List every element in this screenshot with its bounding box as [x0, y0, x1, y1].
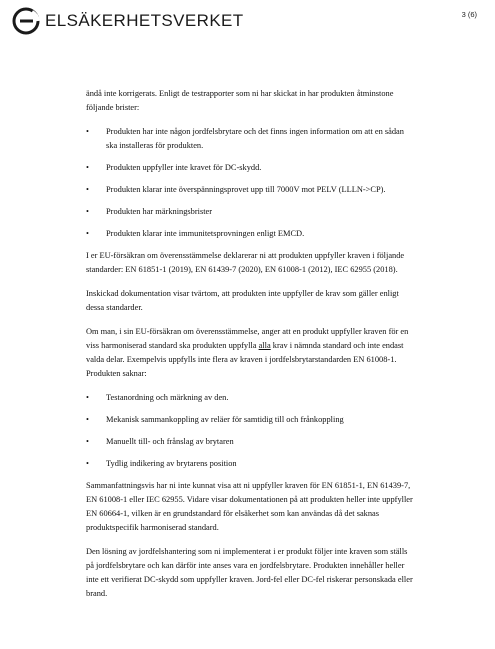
list-item: • Mekanisk sammankoppling av reläer för samtidig till och frånkoppling	[86, 413, 416, 427]
bullet-icon: •	[86, 437, 89, 446]
list-item: • Manuellt till- och frånslag av brytaren	[86, 435, 416, 449]
paragraph: I er EU-försäkran om överensstämmelse deklarerar ni att produkten uppfyller kraven i följande standarder: EN 61851-1 (2019), EN 61439-7 (2020), EN 61008-1 (2012), IEC 62955 (2018).	[86, 251, 405, 274]
paragraph: Sammanfattningsvis har ni inte kunnat visa att ni uppfyller kraven för EN 61851-1, EN 61439-7, EN 61008-1 eller IEC 62955. Vidare visar dokumentationen på att produkten heller inte uppfyller EN 60664-1, vilken är en grundstandard för elsäkerhet som kan användas då det saknas produktspecifik harmoniserad standard.	[86, 481, 413, 532]
bullet-icon: •	[86, 127, 89, 136]
bullet-icon: •	[86, 207, 89, 216]
list-item: • Tydlig indikering av brytarens position	[86, 457, 416, 471]
bullet-icon: •	[86, 229, 89, 238]
list-item: • Produkten har märkningsbrister	[86, 205, 416, 219]
bullet-icon: •	[86, 185, 89, 194]
brand-name: ELSÄKERHETSVERKET	[45, 11, 244, 30]
elsakerhetsverket-logo-icon	[11, 6, 41, 36]
missing-features-list	[86, 391, 416, 471]
bullet-icon: •	[86, 415, 89, 424]
list-item: • Produkten klarar inte immunitetsprovningen enligt EMCD.	[86, 227, 416, 241]
paragraph: Den lösning av jordfelshantering som ni implementerat i er produkt följer inte kraven som ställs på jordfelsbrytare och kan därför inte anses vara en jordfelsbrytare. Produkten innehåller heller inte ett verifierat DC-skydd som uppfyller kraven. Jord-fel eller DC-fel riskerar personskada eller brand.	[86, 547, 413, 598]
paragraph: ändå inte korrigerats. Enligt de testrapporter som ni har skickat in har produkten åtminstone följande brister:	[86, 89, 394, 112]
paragraph: Om man, i sin EU-försäkran om överensstämmelse, anger att en produkt uppfyller kraven för en viss harmoniserad standard ska produkten uppfylla alla krav i nämnda standard och inte endast valda delar. Exempelvis uppfylls inte flera av kraven i jordfelsbrytarstandarden EN 61008-1. Produkten saknar:	[86, 327, 409, 378]
bullet-icon: •	[86, 163, 89, 172]
list-item: • Testanordning och märkning av den.	[86, 391, 416, 405]
page-header	[11, 6, 485, 36]
paragraph: Inskickad dokumentation visar tvärtom, att produkten inte uppfyller de krav som gäller enligt dessa standarder.	[86, 289, 399, 312]
bullet-icon: •	[86, 393, 89, 402]
list-item: • Produkten klarar inte överspänningsprovet upp till 7000V mot PELV (LLLN->CP).	[86, 183, 416, 197]
underlined-word: alla	[258, 341, 271, 350]
list-item: • Produkten har inte någon jordfelsbrytare och det finns ingen information om att en sådan ska installeras för produkten.	[86, 127, 404, 150]
bullet-icon: •	[86, 459, 89, 468]
page-number: 3 (6)	[461, 10, 477, 19]
list-item: • Produkten uppfyller inte kravet för DC-skydd.	[86, 161, 416, 175]
defects-list	[86, 125, 416, 241]
document-body	[86, 87, 416, 611]
